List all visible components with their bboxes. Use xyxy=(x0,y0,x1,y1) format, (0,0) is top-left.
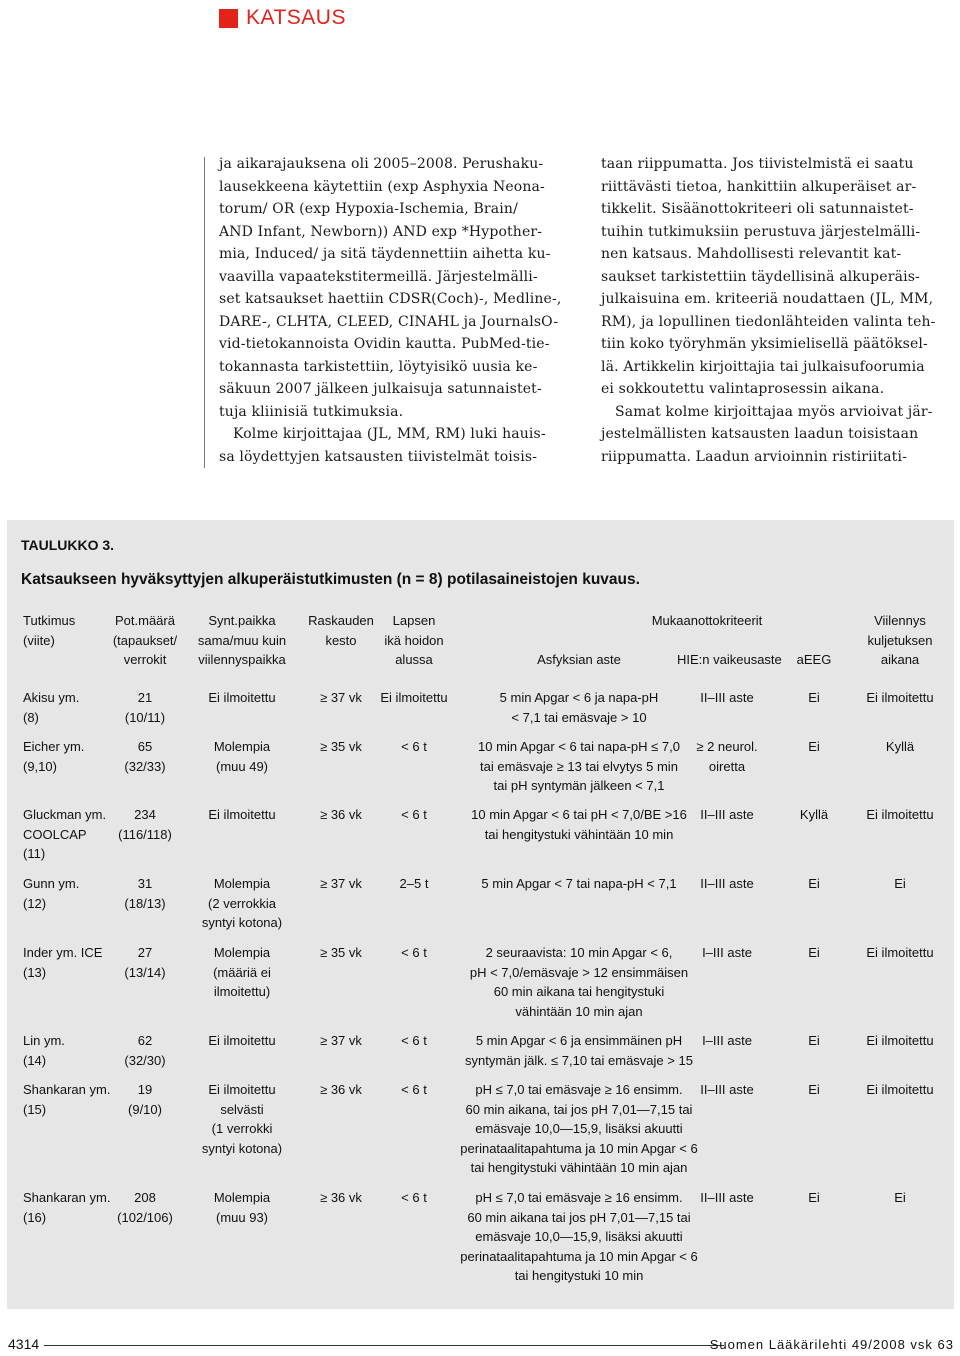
cell-line: 2 seuraavista: 10 min Apgar < 6, xyxy=(485,945,673,960)
table-cell xyxy=(23,688,118,727)
cell-line: (viite) xyxy=(23,632,55,648)
cell-line: (10/11) xyxy=(124,709,166,725)
body-text-right-column xyxy=(601,153,959,468)
cell-line: II–III aste xyxy=(700,690,754,705)
cell-line: emäsvaje 10,0—15,9, lisäksi akuutti xyxy=(475,1121,683,1136)
text-line: torum/ OR (exp Hypoxia-Ischemia, Brain/ xyxy=(219,201,518,217)
table-cell xyxy=(447,1080,711,1178)
table-cell xyxy=(850,1031,950,1051)
text-line: vid-tietokannoista Ovidin kautta. PubMed-tie- xyxy=(219,336,550,352)
cell-line: Ei ilmoitettu xyxy=(380,690,448,705)
table-cell xyxy=(447,737,711,796)
text-line: jestelmällisten katsausten laadun toisistaan xyxy=(601,426,919,442)
table-cell xyxy=(447,943,711,1021)
text-line: tuihin tutkimuksiin perustuva järjestelmälli- xyxy=(601,223,921,240)
cell-line: Raskauden xyxy=(308,613,374,628)
cell-line: Shankaran ym. xyxy=(23,1082,111,1097)
text-line: säkuun 2007 jälkeen julkaisuja satunnaistet- xyxy=(219,381,542,397)
cell-line: (tapaukset/ xyxy=(112,632,178,648)
table-3 xyxy=(7,520,954,1309)
page-number: 4314 xyxy=(8,1336,40,1352)
cell-line: (muu 93) xyxy=(215,1209,269,1225)
table-cell xyxy=(779,874,849,894)
cell-line: < 6 t xyxy=(401,1082,427,1097)
cell-line: aikana xyxy=(880,652,920,667)
cell-line: 60 min aikana tai jos pH 7,01—7,15 tai xyxy=(467,1209,691,1225)
cell-line: 208 xyxy=(134,1190,156,1205)
cell-line: I–III aste xyxy=(702,1033,752,1048)
cell-line: Eicher ym. xyxy=(23,739,85,754)
section-title: KATSAUS xyxy=(246,6,346,29)
cell-line: Ei xyxy=(894,1190,906,1205)
cell-line: ≥ 35 vk xyxy=(320,945,362,960)
column-header xyxy=(192,611,292,670)
table-cell xyxy=(23,1080,118,1119)
text-line: vaavilla vapaatekstitermeillä. Järjestelmälli- xyxy=(219,268,538,285)
cell-line: 5 min Apgar < 6 ja ensimmäinen pH xyxy=(475,1033,683,1048)
text-line: lä. Artikkelin kirjoittajia tai julkaisufoorumia xyxy=(601,358,925,375)
text-line: lausekkeena käytettiin (exp Asphyxia Neona- xyxy=(219,178,545,195)
table-cell xyxy=(109,805,181,844)
text-line: riippumatta. Laadun arvioinnin ristiriitati- xyxy=(601,448,907,465)
cell-line: < 6 t xyxy=(401,739,427,754)
cell-line: < 6 t xyxy=(401,1033,427,1048)
cell-line: II–III aste xyxy=(700,1190,754,1205)
cell-line: 10 min Apgar < 6 tai napa-pH ≤ 7,0 xyxy=(478,739,680,754)
cell-line: Viilennys xyxy=(874,613,926,628)
table-cell xyxy=(109,943,181,982)
cell-line: (9/10) xyxy=(128,1101,162,1117)
cell-line: (116/118) xyxy=(118,826,172,842)
cell-line: ≥ 36 vk xyxy=(320,1082,362,1097)
cell-line: Ei xyxy=(808,1190,820,1205)
text-line: nen katsaus. Mahdollisesti relevantit kat- xyxy=(601,246,902,262)
text-line: Kolme kirjoittajaa (JL, MM, RM) luki hauis- xyxy=(233,426,546,442)
text-line: RM), ja lopullinen tiedonlähteiden valinta teh- xyxy=(601,313,936,330)
cell-line: Pot.määrä xyxy=(115,613,175,628)
text-line: taan riippumatta. Jos tiivistelmistä ei saatu xyxy=(601,156,914,172)
text-line: ja aikarajauksena oli 2005–2008. Perushaku- xyxy=(219,156,544,172)
cell-line: < 6 t xyxy=(401,807,427,822)
cell-line: syntymän jälk. ≤ 7,10 tai emäsvaje > 15 xyxy=(465,1052,693,1068)
table-cell xyxy=(779,688,849,708)
cell-line: (32/33) xyxy=(124,758,166,774)
cell-line: pH ≤ 7,0 tai emäsvaje ≥ 16 ensimm. xyxy=(475,1190,683,1205)
table-cell xyxy=(305,688,377,708)
table-cell xyxy=(379,737,449,757)
table-label: TAULUKKO 3. xyxy=(21,537,115,553)
red-square-icon xyxy=(219,9,238,28)
column-rule xyxy=(204,157,205,468)
cell-line: (12) xyxy=(23,895,47,911)
cell-line: kesto xyxy=(325,632,357,648)
cell-line: tai hengitystuki vähintään 10 min ajan xyxy=(470,1160,688,1175)
text-line: tokannasta tarkistettiin, löytyisikö uusia ke- xyxy=(219,358,538,375)
cell-line: Kyllä xyxy=(799,807,829,822)
table-cell xyxy=(109,874,181,913)
table-cell xyxy=(779,1080,849,1100)
cell-line: 60 min aikana, tai jos pH 7,01—7,15 tai xyxy=(465,1101,693,1117)
cell-line: Gunn ym. xyxy=(23,876,80,891)
cell-line: (14) xyxy=(23,1052,47,1068)
cell-line: syntyi kotona) xyxy=(201,915,283,930)
cell-line: kuljetuksen xyxy=(867,632,933,648)
column-header xyxy=(23,611,118,650)
journal-footer: Suomen Lääkärilehti 49/2008 vsk 63 xyxy=(709,1337,954,1352)
column-header xyxy=(447,650,711,670)
text-line: set katsaukset haettiin CDSR(Coch)-, Medline-, xyxy=(219,291,562,307)
cell-line: perinataalitapahtuma ja 10 min Apgar < 6 xyxy=(460,1140,698,1156)
cell-line: ≥ 2 neurol. xyxy=(696,739,758,754)
cell-line: Synt.paikka xyxy=(208,613,276,628)
cell-line: (13/14) xyxy=(124,964,166,980)
table-cell xyxy=(192,874,292,933)
column-header xyxy=(850,611,950,670)
table-cell xyxy=(779,943,849,963)
cell-line: (2 verrokkia xyxy=(208,895,276,911)
cell-line: tai hengitystuki vähintään 10 min xyxy=(484,826,674,842)
text-line: sa löydettyjen katsausten tiivistelmät toisis- xyxy=(219,448,538,465)
cell-line: selvästi xyxy=(220,1101,264,1117)
cell-line: ≥ 36 vk xyxy=(320,1190,362,1205)
cell-line: verrokit xyxy=(123,652,167,667)
cell-line: pH ≤ 7,0 tai emäsvaje ≥ 16 ensimm. xyxy=(475,1082,683,1097)
column-header xyxy=(305,611,377,650)
cell-line: ≥ 37 vk xyxy=(320,876,362,891)
cell-line: Lapsen xyxy=(392,613,436,628)
cell-line: oiretta xyxy=(708,758,746,774)
table-cell xyxy=(850,805,950,825)
cell-line: 10 min Apgar < 6 tai pH < 7,0/BE >16 xyxy=(471,807,687,822)
table-cell xyxy=(23,1188,118,1227)
table-cell xyxy=(779,737,849,757)
table-cell xyxy=(677,805,777,825)
cell-line: (102/106) xyxy=(117,1209,173,1225)
table-caption: Katsaukseen hyväksyttyjen alkuperäistutkimusten (n = 8) potilasaineistojen kuvaus. xyxy=(21,571,640,588)
table-cell xyxy=(677,874,777,894)
table-cell xyxy=(305,1031,377,1051)
table-cell xyxy=(192,688,292,708)
text-line: ei sokkoutettu valintaprosessin aikana. xyxy=(601,381,885,397)
table-cell xyxy=(23,805,118,864)
table-cell xyxy=(850,1188,950,1208)
text-line: AND Infant, Newborn)) AND exp *Hypother- xyxy=(219,223,543,240)
table-cell xyxy=(192,737,292,776)
cell-line: (määriä ei xyxy=(213,964,271,980)
cell-line: Molempia xyxy=(213,739,271,754)
table-cell xyxy=(192,805,292,825)
cell-line: Ei ilmoitettu xyxy=(208,807,276,822)
cell-line: (muu 49) xyxy=(215,758,269,774)
cell-line: < 6 t xyxy=(401,945,427,960)
cell-line: II–III aste xyxy=(700,876,754,891)
table-cell xyxy=(109,737,181,776)
table-cell xyxy=(779,1031,849,1051)
table-cell xyxy=(850,688,950,708)
text-line: saukset tarkistettiin täydellisinä alkuperäis- xyxy=(601,268,920,285)
cell-line: Akisu ym. xyxy=(23,690,80,705)
cell-line: II–III aste xyxy=(700,807,754,822)
section-header xyxy=(219,4,346,32)
column-header xyxy=(779,650,849,670)
cell-line: sama/muu kuin xyxy=(197,632,287,648)
cell-line: I–III aste xyxy=(702,945,752,960)
cell-line: ≥ 35 vk xyxy=(320,739,362,754)
cell-line: 21 xyxy=(137,690,153,705)
table-cell xyxy=(23,737,118,776)
table-cell xyxy=(379,943,449,963)
text-line: tikkelit. Sisäänottokriteeri oli satunnaistet- xyxy=(601,201,914,217)
cell-line: 62 xyxy=(137,1033,153,1048)
table-cell xyxy=(305,805,377,825)
column-header xyxy=(677,650,782,670)
cell-line: II–III aste xyxy=(700,1082,754,1097)
cell-line: (32/30) xyxy=(124,1052,166,1068)
table-cell xyxy=(677,1031,777,1051)
cell-line: 5 min Apgar < 7 tai napa-pH < 7,1 xyxy=(481,876,677,891)
table-cell xyxy=(379,688,449,708)
column-header xyxy=(379,611,449,670)
cell-line: COOLCAP xyxy=(23,826,87,842)
cell-line: ≥ 37 vk xyxy=(320,1033,362,1048)
text-line: julkaisuina em. kriteeriä noudattaen (JL, MM, xyxy=(601,291,934,307)
cell-line: Gluckman ym. xyxy=(23,807,107,822)
table-cell xyxy=(779,1188,849,1208)
table-cell xyxy=(379,874,449,894)
table-cell xyxy=(109,1188,181,1227)
cell-line: Ei ilmoitettu xyxy=(208,690,276,705)
cell-line: Kyllä xyxy=(885,739,915,754)
cell-line: viilennyspaikka xyxy=(198,652,286,667)
table-cell xyxy=(192,1080,292,1158)
cell-line: 234 xyxy=(134,807,156,822)
cell-line: Molempia xyxy=(213,876,271,891)
cell-line: ikä hoidon xyxy=(384,632,444,648)
cell-line: HIE:n vaikeusaste xyxy=(677,652,782,667)
column-header xyxy=(109,611,181,670)
cell-line: 60 min aikana tai hengitystuki xyxy=(493,984,665,999)
cell-line: Ei xyxy=(894,876,906,891)
table-cell xyxy=(305,874,377,894)
cell-line: (1 verrokki xyxy=(211,1121,273,1136)
text-line: DARE-, CLHTA, CLEED, CINAHL ja JournalsO- xyxy=(219,313,559,330)
cell-line: Ei xyxy=(808,945,820,960)
cell-line: Ei xyxy=(808,876,820,891)
cell-line: tai emäsvaje ≥ 13 tai elvytys 5 min xyxy=(480,758,678,774)
cell-line: < 6 t xyxy=(401,1190,427,1205)
table-cell xyxy=(447,874,711,894)
table-cell xyxy=(305,737,377,757)
cell-line: Ei ilmoitettu xyxy=(866,1082,934,1097)
table-cell xyxy=(850,1080,950,1100)
cell-line: 19 xyxy=(137,1082,153,1097)
cell-line: tai hengitystuki 10 min xyxy=(514,1268,644,1283)
table-cell xyxy=(677,1080,777,1100)
cell-line: < 7,1 tai emäsvaje > 10 xyxy=(511,709,647,725)
cell-line: alussa xyxy=(395,652,433,667)
cell-line: Ei xyxy=(808,690,820,705)
cell-line: Lin ym. xyxy=(23,1033,65,1048)
table-cell xyxy=(23,943,118,982)
table-cell xyxy=(379,805,449,825)
table-cell xyxy=(447,1031,711,1070)
cell-line: tai pH syntymän jälkeen < 7,1 xyxy=(493,778,665,793)
cell-line: emäsvaje 10,0—15,9, lisäksi akuutti xyxy=(475,1229,683,1244)
table-cell xyxy=(677,688,777,708)
table-cell xyxy=(379,1031,449,1051)
cell-line: Inder ym. ICE xyxy=(23,945,103,960)
table-cell xyxy=(305,1188,377,1208)
table-cell xyxy=(23,874,118,913)
table-cell xyxy=(379,1080,449,1100)
cell-line: 2–5 t xyxy=(399,876,429,891)
cell-line: perinataalitapahtuma ja 10 min Apgar < 6 xyxy=(460,1248,698,1264)
cell-line: (18/13) xyxy=(124,895,166,911)
column-group-header: Mukaanottokriteerit xyxy=(651,613,763,628)
cell-line: (16) xyxy=(23,1209,47,1225)
table-cell xyxy=(305,943,377,963)
cell-line: Tutkimus xyxy=(23,613,76,628)
body-text-left-column xyxy=(219,153,564,468)
cell-line: Ei ilmoitettu xyxy=(866,1033,934,1048)
table-cell xyxy=(677,1188,777,1208)
footer-rule xyxy=(44,1345,724,1346)
cell-line: Ei ilmoitettu xyxy=(866,807,934,822)
cell-line: (15) xyxy=(23,1101,47,1117)
cell-line: Ei ilmoitettu xyxy=(208,1033,276,1048)
table-cell xyxy=(192,1188,292,1227)
cell-line: 31 xyxy=(137,876,153,891)
table-cell xyxy=(447,1188,711,1286)
text-line: tuja kliinisiä tutkimuksia. xyxy=(219,403,404,420)
cell-line: ≥ 36 vk xyxy=(320,807,362,822)
cell-line: 5 min Apgar < 6 ja napa-pH xyxy=(499,690,659,705)
table-cell xyxy=(109,688,181,727)
cell-line: Ei xyxy=(808,1082,820,1097)
table-cell xyxy=(192,1031,292,1051)
cell-line: Asfyksian aste xyxy=(537,652,621,667)
cell-line: (11) xyxy=(23,846,46,861)
table-cell xyxy=(109,1031,181,1070)
cell-line: vähintään 10 min ajan xyxy=(515,1003,643,1019)
cell-line: Ei xyxy=(808,739,820,754)
table-cell xyxy=(447,688,711,727)
text-line: Samat kolme kirjoittajaa myös arvioivat jär- xyxy=(615,403,933,420)
cell-line: (9,10) xyxy=(23,758,57,774)
table-cell xyxy=(850,874,950,894)
table-cell xyxy=(850,737,950,757)
cell-line: Ei ilmoitettu xyxy=(866,690,934,705)
table-cell xyxy=(379,1188,449,1208)
cell-line: Molempia xyxy=(213,1190,271,1205)
text-line: tiin koko työryhmän yksimielisellä päätöksel- xyxy=(601,336,928,352)
cell-line: (8) xyxy=(23,709,39,725)
text-line: mia, Induced/ ja sitä täydennettiin aihetta ku- xyxy=(219,246,551,262)
table-cell xyxy=(677,737,777,776)
cell-line: Molempia xyxy=(213,945,271,960)
cell-line: ≥ 37 vk xyxy=(320,690,362,705)
table-cell xyxy=(677,943,777,963)
cell-line: ilmoitettu) xyxy=(213,984,271,999)
table-cell xyxy=(305,1080,377,1100)
table-cell xyxy=(23,1031,118,1070)
table-cell xyxy=(850,943,950,963)
cell-line: Ei xyxy=(808,1033,820,1048)
cell-line: (13) xyxy=(23,964,47,980)
cell-line: Shankaran ym. xyxy=(23,1190,111,1205)
cell-line: aEEG xyxy=(796,652,832,667)
table-cell xyxy=(192,943,292,1002)
cell-line: pH < 7,0/emäsvaje > 12 ensimmäisen xyxy=(469,964,689,980)
cell-line: 27 xyxy=(137,945,153,960)
table-cell xyxy=(109,1080,181,1119)
table-cell xyxy=(447,805,711,844)
cell-line: syntyi kotona) xyxy=(201,1140,283,1156)
cell-line: Ei ilmoitettu xyxy=(208,1082,276,1097)
cell-line: 65 xyxy=(137,739,153,754)
text-line: riittävästi tietoa, hankittiin alkuperäiset ar- xyxy=(601,178,917,195)
table-cell xyxy=(779,805,849,825)
cell-line: Ei ilmoitettu xyxy=(866,945,934,960)
